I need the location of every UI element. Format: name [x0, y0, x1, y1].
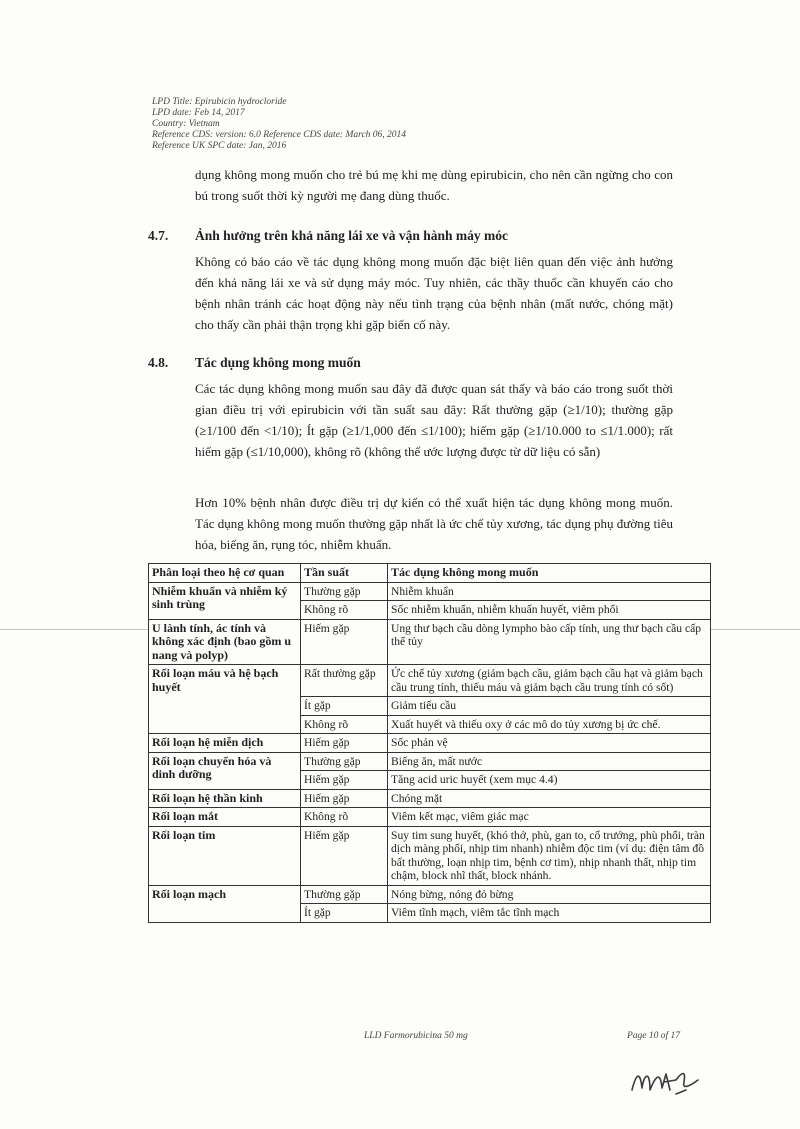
document-header: [152, 97, 572, 152]
organ-class-cell: Rối loạn mắt: [149, 808, 301, 827]
effect-cell: Ức chế tủy xương (giảm bạch cầu, giảm bạch cầu hạt và giảm bạch cầu trung tính, thiếu máu và giảm bạch cầu trung tính có sốt): [388, 665, 711, 697]
header-line: LPD date: Feb 14, 2017: [152, 108, 245, 118]
table-row: [149, 826, 711, 885]
table-header-row: [149, 564, 711, 583]
footer-page-number: Page 10 of 17: [627, 1031, 681, 1041]
frequency-cell: Thường gặp: [301, 582, 388, 601]
effect-cell: Sốc phản vệ: [388, 734, 711, 753]
organ-class-cell: U lành tính, ác tính và không xác định (bao gồm u nang và polyp): [149, 619, 301, 665]
effect-cell: Sốc nhiễm khuẩn, nhiễm khuẩn huyết, viêm phổi: [388, 601, 711, 620]
table-header-organ: Phân loại theo hệ cơ quan: [149, 564, 301, 583]
effect-cell: Giảm tiểu cầu: [388, 697, 711, 716]
organ-class-cell: Rối loạn máu và hệ bạch huyết: [149, 665, 301, 734]
section-title-4-7: Ảnh hưởng trên khả năng lái xe và vận hành máy móc: [195, 228, 509, 243]
organ-class-cell: Rối loạn mạch: [149, 885, 301, 922]
header-line: Reference UK SPC date: Jan, 2016: [152, 141, 287, 151]
frequency-cell: Thường gặp: [301, 752, 388, 771]
table-header-frequency: Tần suất: [301, 564, 388, 583]
frequency-cell: Hiếm gặp: [301, 734, 388, 753]
intro-paragraph: dụng không mong muốn cho trẻ bú mẹ khi mẹ dùng epirubicin, cho nên cần ngừng cho con bú trong suốt thời kỳ người mẹ đang dùng thuốc.: [195, 167, 673, 203]
table-row: [149, 582, 711, 601]
effect-cell: Nóng bừng, nóng đỏ bừng: [388, 885, 711, 904]
header-line: Country: Vietnam: [152, 119, 220, 129]
table-row: [149, 734, 711, 753]
header-line: LPD Title: Epirubicin hydrocloride: [152, 97, 287, 107]
frequency-cell: Hiếm gặp: [301, 771, 388, 790]
frequency-cell: Ít gặp: [301, 904, 388, 923]
frequency-cell: Hiếm gặp: [301, 826, 388, 885]
table-row: [149, 665, 711, 697]
frequency-cell: Thường gặp: [301, 885, 388, 904]
section-4-8-paragraph-1: Các tác dụng không mong muốn sau đây đã được quan sát thấy và báo cáo trong suốt thời gian điều trị với epirubicin với tần suất sau đây: Rất thường gặp (≥1/10); thường gặp (≥1/100 đến <1/10); Ít gặp (≥1/1,000 đến ≤1/100); hiếm gặp (≥1/10.000 to ≤1/1.000); rất hiếm gặp (≤1/10,000), không rõ (không thể ước lượng được từ dữ liệu có sẵn): [195, 381, 673, 459]
effect-cell: Ung thư bạch cầu dòng lympho bào cấp tính, ung thư bạch cầu cấp thể tủy: [388, 619, 711, 665]
effect-cell: Viêm tĩnh mạch, viêm tắc tĩnh mạch: [388, 904, 711, 923]
effect-cell: Tăng acid uric huyết (xem mục 4.4): [388, 771, 711, 790]
table-header-effect: Tác dụng không mong muốn: [388, 564, 711, 583]
frequency-cell: Hiếm gặp: [301, 789, 388, 808]
section-number-4-8: 4.8.: [148, 355, 169, 370]
effect-cell: Suy tim sung huyết, (khó thở, phù, gan to, cổ trướng, phù phổi, tràn dịch màng phổi, nhịp tim nhanh) nhiễm độc tim (ví dụ: điện tâm đồ bất thường, loạn nhịp tim, bệnh cơ tim), nhịp nhanh thất, nhịp tim chậm, block nhĩ thất, block nhánh.: [388, 826, 711, 885]
handwritten-signature-icon: [626, 1060, 706, 1104]
table-row: [149, 789, 711, 808]
table-body: [149, 582, 711, 922]
effect-cell: Biếng ăn, mất nước: [388, 752, 711, 771]
header-line: Reference CDS: version: 6.0 Reference CDS date: March 06, 2014: [152, 130, 407, 140]
footer-product: LLD Farmorubicina 50 mg: [364, 1031, 468, 1041]
table-row: [149, 885, 711, 904]
effect-cell: Nhiễm khuẩn: [388, 582, 711, 601]
section-title-4-8: Tác dụng không mong muốn: [195, 355, 361, 370]
scan-artifact-line: [0, 629, 148, 630]
adverse-effects-table: [148, 563, 711, 923]
section-4-8-paragraph-2: Hơn 10% bệnh nhân được điều trị dự kiến có thể xuất hiện tác dụng không mong muốn. Tác dụng không mong muốn thường gặp nhất là ức chế tủy xương, tác dụng phụ đường tiêu hóa, biếng ăn, rụng tóc, nhiễm khuẩn.: [195, 495, 673, 552]
effect-cell: Chóng mặt: [388, 789, 711, 808]
organ-class-cell: Rối loạn hệ miễn dịch: [149, 734, 301, 753]
frequency-cell: Rất thường gặp: [301, 665, 388, 697]
organ-class-cell: Rối loạn tim: [149, 826, 301, 885]
frequency-cell: Không rõ: [301, 715, 388, 734]
effect-cell: Xuất huyết và thiếu oxy ở các mô do tủy xương bị ức chế.: [388, 715, 711, 734]
scan-artifact-line: [711, 629, 800, 630]
table-row: [149, 619, 711, 665]
organ-class-cell: Rối loạn hệ thần kinh: [149, 789, 301, 808]
frequency-cell: Không rõ: [301, 808, 388, 827]
table-row: [149, 752, 711, 771]
frequency-cell: Hiếm gặp: [301, 619, 388, 665]
table-row: [149, 808, 711, 827]
section-4-7-paragraph: Không có báo cáo về tác dụng không mong muốn đặc biệt liên quan đến việc ảnh hưởng đến khả năng lái xe và sử dụng máy móc. Tuy nhiên, các thầy thuốc cần khuyến cáo cho bệnh nhân tránh các hoạt động này nếu tình trạng của bệnh nhân (mất nước, chóng mặt) cho thấy cần phải thận trọng khi gặp biến cố này.: [195, 254, 673, 332]
frequency-cell: Ít gặp: [301, 697, 388, 716]
frequency-cell: Không rõ: [301, 601, 388, 620]
organ-class-cell: Rối loạn chuyển hóa và dinh dưỡng: [149, 752, 301, 789]
organ-class-cell: Nhiễm khuẩn và nhiễm ký sinh trùng: [149, 582, 301, 619]
effect-cell: Viêm kết mạc, viêm giác mạc: [388, 808, 711, 827]
section-number-4-7: 4.7.: [148, 228, 169, 243]
